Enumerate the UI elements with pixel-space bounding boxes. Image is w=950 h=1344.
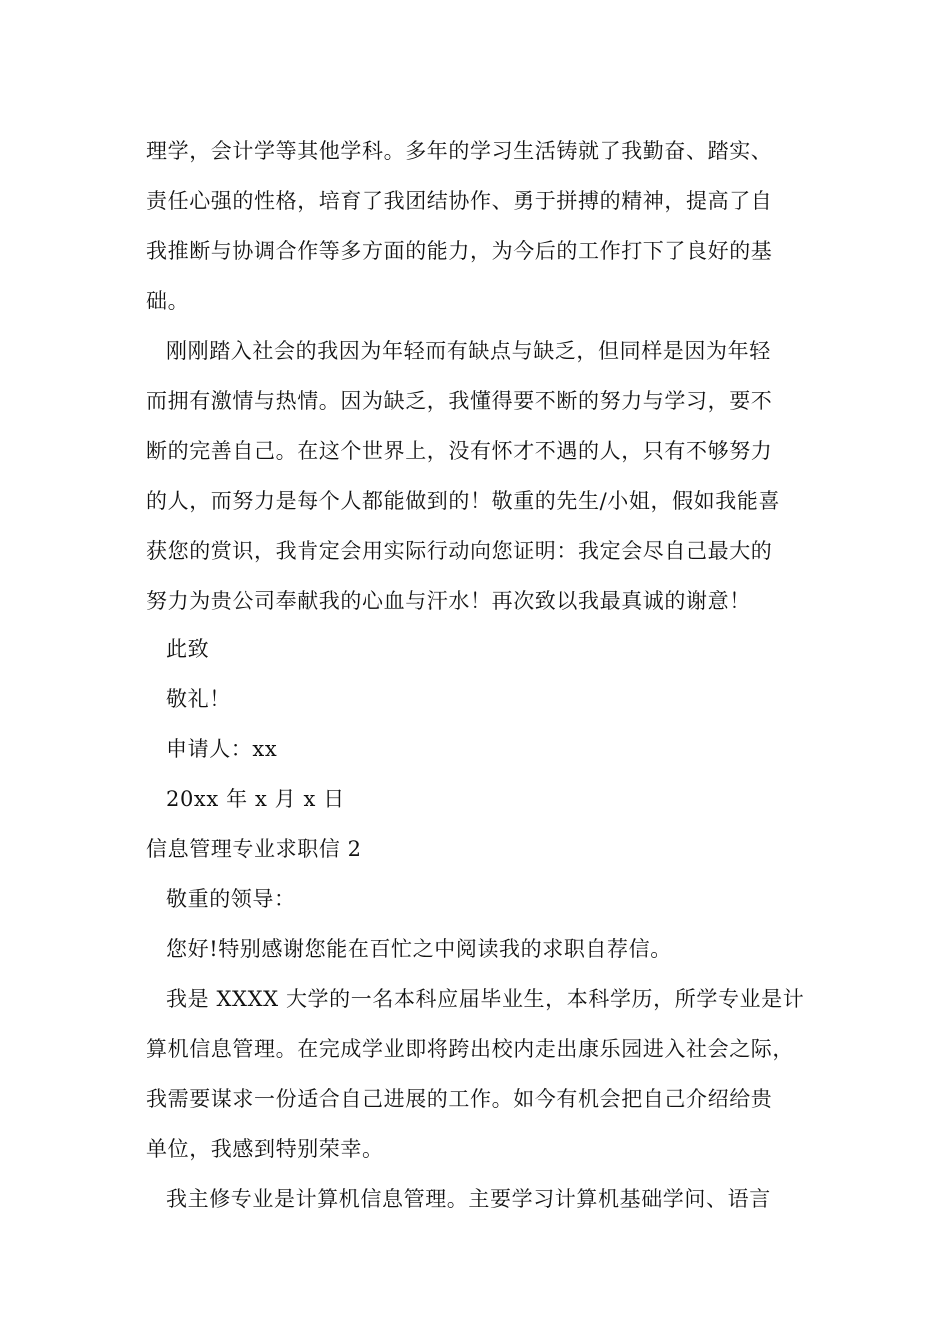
paragraph-line: 算机信息管理。在完成学业即将跨出校内走出康乐园进入社会之际，	[146, 1037, 794, 1061]
letter-greeting: 敬重的领导：	[166, 887, 296, 911]
paragraph-line: 责任心强的性格，培育了我团结协作、勇于拼搏的精神，提高了自	[146, 189, 773, 213]
paragraph-line: 断的完善自己。在这个世界上，没有怀才不遇的人，只有不够努力	[146, 439, 773, 463]
closing-salutation: 此致	[166, 637, 210, 661]
applicant-signature: 申请人：xx	[166, 737, 278, 761]
paragraph-line: 单位，我感到特别荣幸。	[146, 1137, 384, 1161]
letter-opening: 您好!特别感谢您能在百忙之中阅读我的求职自荐信。	[166, 937, 672, 961]
paragraph-line: 我推断与协调合作等多方面的能力，为今后的工作打下了良好的基	[146, 239, 773, 263]
paragraph-line: 而拥有激情与热情。因为缺乏，我懂得要不断的努力与学习，要不	[146, 389, 773, 413]
paragraph-line: 础。	[146, 289, 190, 313]
paragraph-line: 理学，会计学等其他学科。多年的学习生活铸就了我勤奋、踏实、	[146, 139, 773, 163]
paragraph-line: 我需要谋求一份适合自己进展的工作。如今有机会把自己介绍给贵	[146, 1087, 773, 1111]
letter-date: 20xx 年 x 月 x 日	[166, 787, 345, 811]
letter-title: 信息管理专业求职信 2	[146, 837, 362, 861]
paragraph-line: 我是 XXXX 大学的一名本科应届毕业生，本科学历，所学专业是计	[166, 987, 805, 1011]
paragraph-line: 刚刚踏入社会的我因为年轻而有缺点与缺乏，但同样是因为年轻	[166, 339, 771, 363]
paragraph-line: 努力为贵公司奉献我的心血与汗水！再次致以我最真诚的谢意！	[146, 589, 751, 613]
paragraph-line: 的人，而努力是每个人都能做到的！敬重的先生/小姐，假如我能喜	[146, 489, 781, 513]
paragraph-line: 我主修专业是计算机信息管理。主要学习计算机基础学问、语言	[166, 1187, 771, 1211]
closing-regards: 敬礼！	[166, 687, 231, 711]
paragraph-line: 获您的赏识，我肯定会用实际行动向您证明：我定会尽自己最大的	[146, 539, 773, 563]
